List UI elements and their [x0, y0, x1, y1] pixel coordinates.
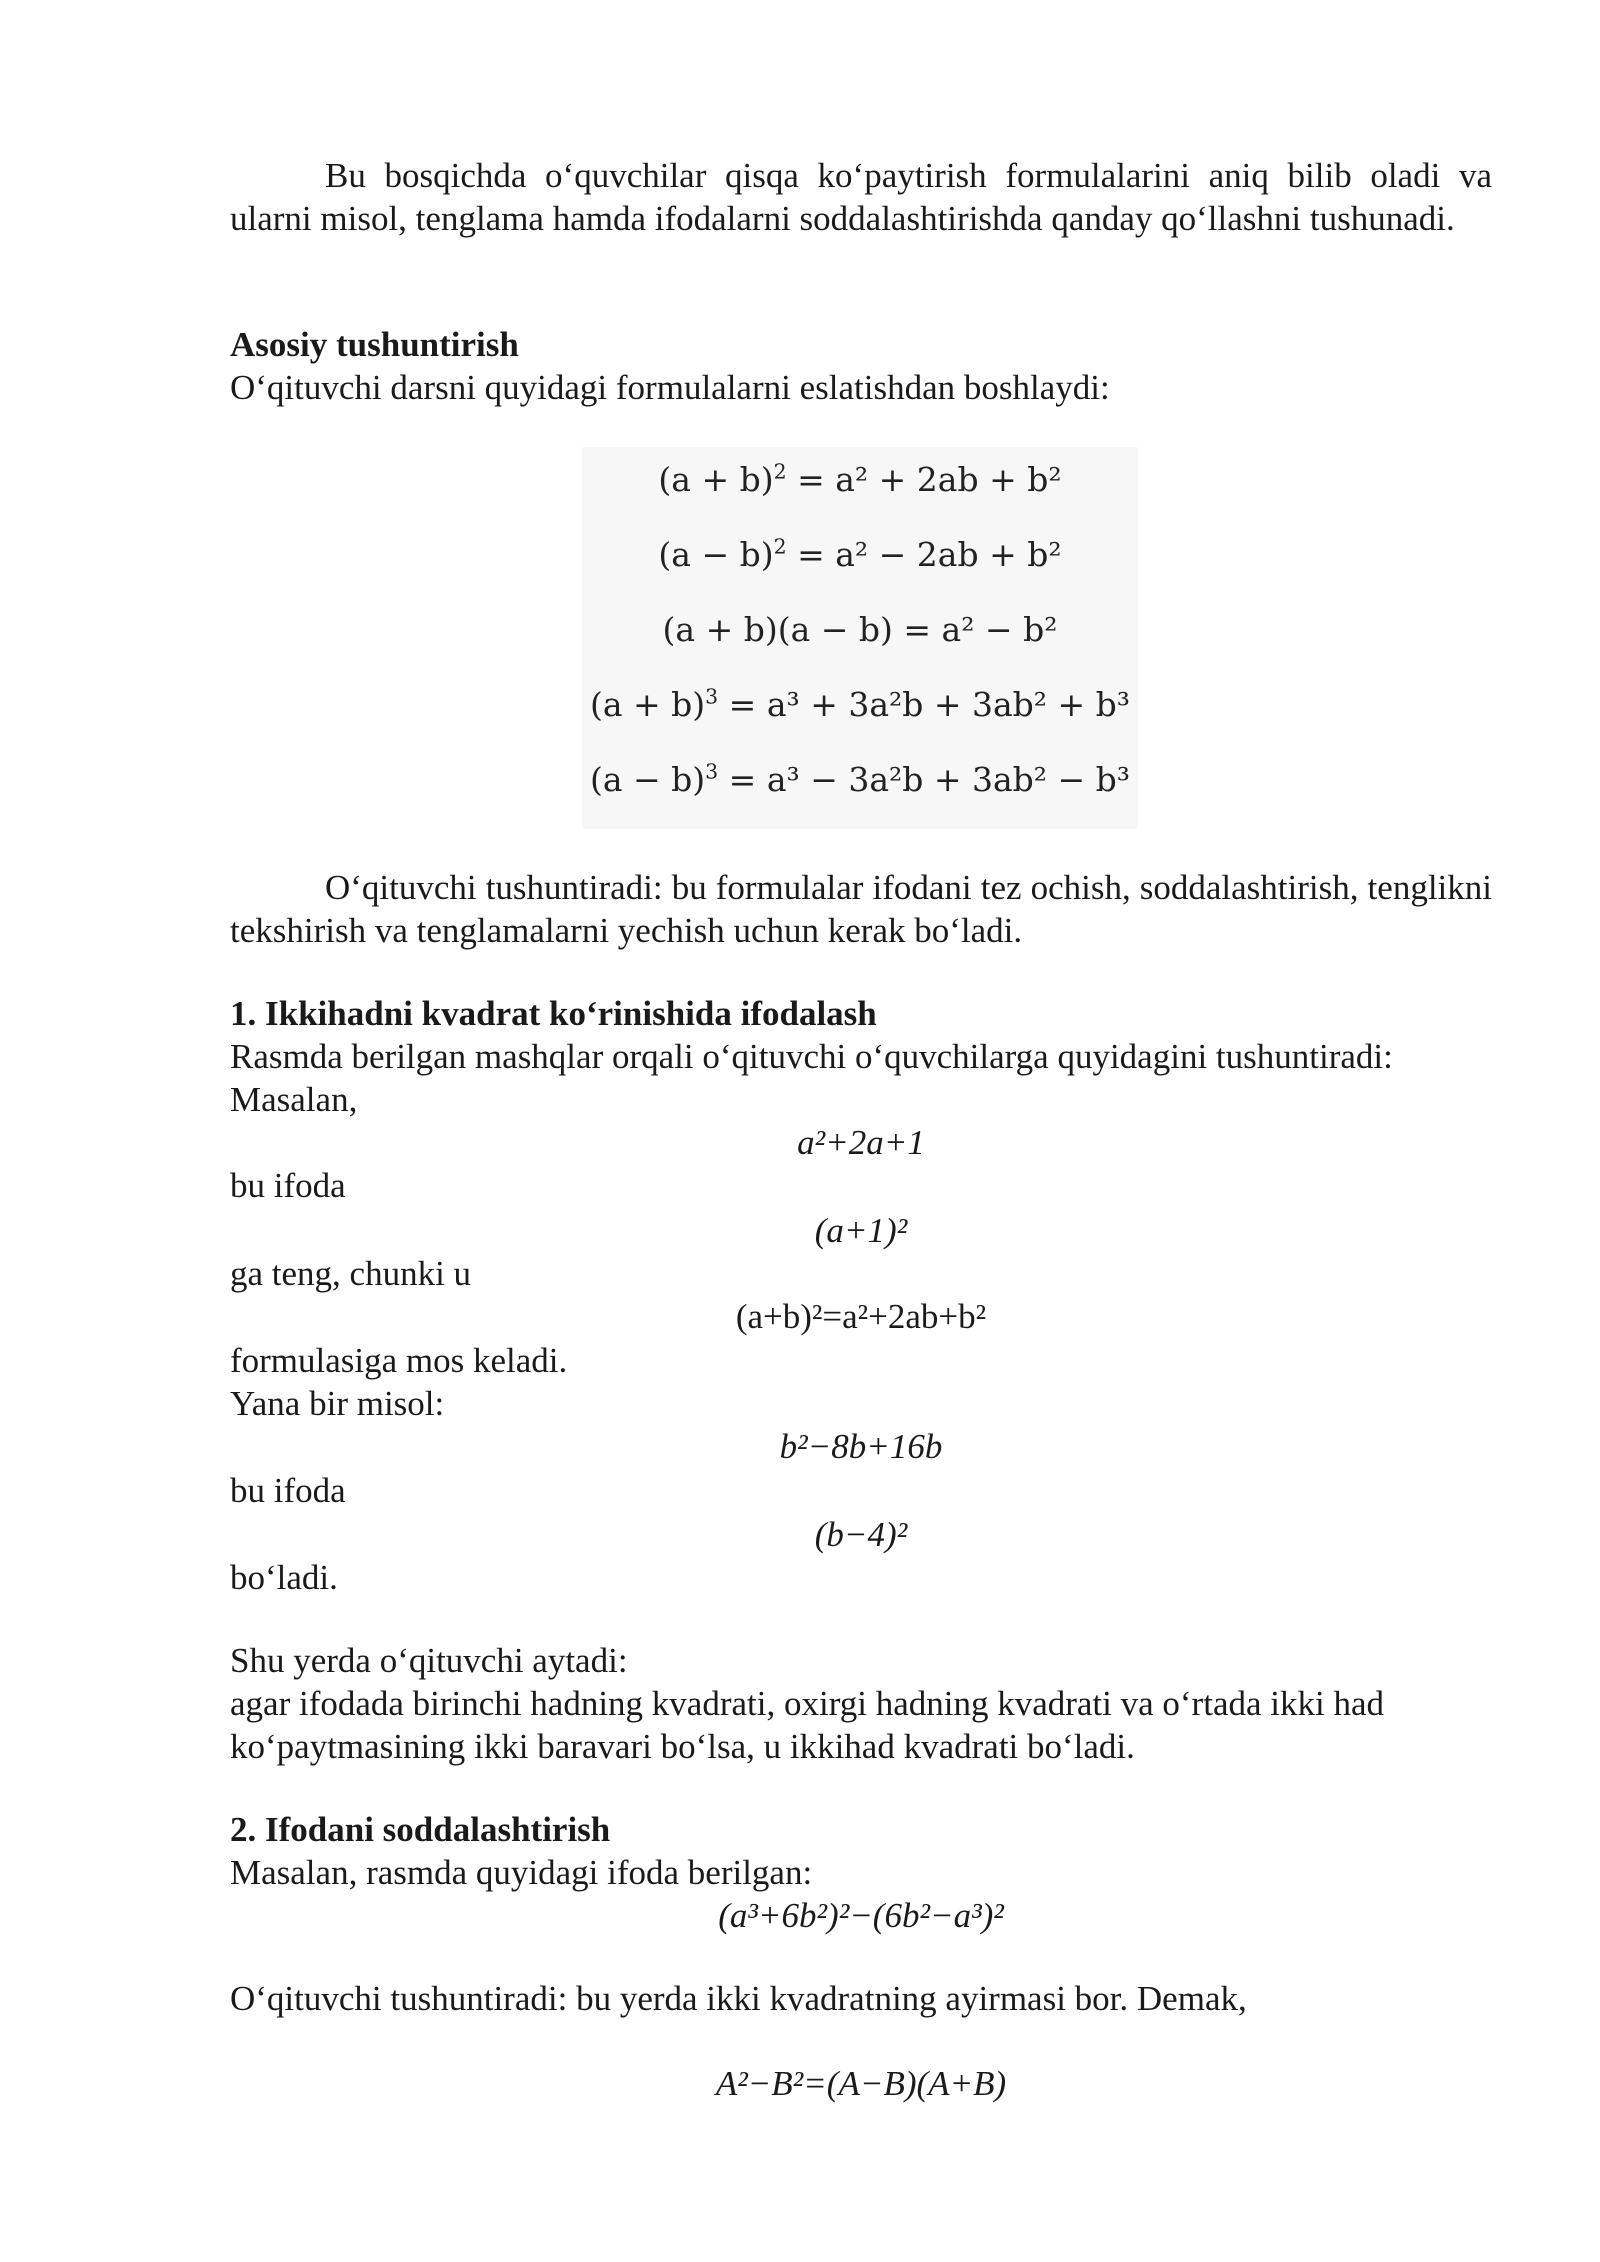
section-1-line: bu ifoda: [230, 1471, 346, 1510]
math-expression: (a+1)²: [814, 1211, 908, 1250]
math-expression: b²−8b+16b: [779, 1427, 943, 1466]
explanation-paragraph: O‘qituvchi tushuntiradi: bu formulalar ifodani tez ochish, soddalashtirish, tenglikni tekshirish va tenglamalarni yechish uchun kerak bo‘ladi.: [230, 868, 1492, 950]
formula-line: $(a + b)^2 = a^2 + 2ab + b^2$: [658, 459, 1062, 499]
section-1-line: Masalan,: [230, 1080, 358, 1119]
section-1-line: ga teng, chunki u: [230, 1254, 472, 1293]
teacher-says-line: Shu yerda o‘qituvchi aytadi:: [230, 1641, 628, 1680]
formula-line: $(a - b)^3 = a^3 - 3a^2b + 3ab^2 - b^3$: [589, 759, 1131, 799]
math-expression: A²−B²=(A−B)(A+B): [715, 2064, 1007, 2103]
formula-image: [582, 447, 1138, 829]
section-heading-main: Asosiy tushuntirish: [230, 325, 519, 364]
formula-line: $(a + b)^3 = a^3 + 3a^2b + 3ab^2 + b^3$: [589, 684, 1131, 724]
intro-paragraph: Bu bosqichda o‘quvchilar qisqa ko‘paytirish formulalarini aniq bilib oladi va ularni misol, tenglama hamda ifodalarni soddalashtirishda qanday qo‘llashni tushunadi.: [230, 156, 1492, 238]
formula-line: (a + b)(a − b) = a² − b²: [662, 610, 1058, 649]
section-1-line: Yana bir misol:: [230, 1384, 445, 1423]
math-expression: (a+b)²=a²+2ab+b²: [735, 1297, 987, 1336]
section-1-line: bo‘ladi.: [230, 1558, 338, 1597]
section-heading-2: 2. Ifodani soddalashtirish: [230, 1810, 611, 1849]
section-heading-1: 1. Ikkihadni kvadrat ko‘rinishida ifodalash: [230, 994, 877, 1033]
math-expression: a²+2a+1: [797, 1123, 925, 1162]
math-expression: (a³+6b²)²−(6b²−a³)²: [718, 1896, 1004, 1935]
section-main-text: O‘qituvchi darsni quyidagi formulalarni eslatishdan boshlaydi:: [230, 368, 1110, 407]
section-1-line: formulasiga mos keladi.: [230, 1341, 568, 1380]
section-2-line: Masalan, rasmda quyidagi ifoda berilgan:: [230, 1853, 813, 1892]
math-expression: (b−4)²: [814, 1515, 908, 1554]
section-1-line: Rasmda berilgan mashqlar orqali o‘qituvchi o‘quvchilarga quyidagini tushuntiradi:: [230, 1037, 1393, 1076]
section-1-line: bu ifoda: [230, 1166, 346, 1205]
teacher-says-text: agar ifodada birinchi hadning kvadrati, oxirgi hadning kvadrati va o‘rtada ikki had ko‘paytmasining ikki baravari bo‘lsa, u ikkihad kvadrati bo‘ladi.: [230, 1684, 1384, 1766]
formula-line: $(a - b)^2 = a^2 - 2ab + b^2$: [658, 534, 1062, 574]
section-2-line: O‘qituvchi tushuntiradi: bu yerda ikki kvadratning ayirmasi bor. Demak,: [230, 1979, 1247, 2018]
